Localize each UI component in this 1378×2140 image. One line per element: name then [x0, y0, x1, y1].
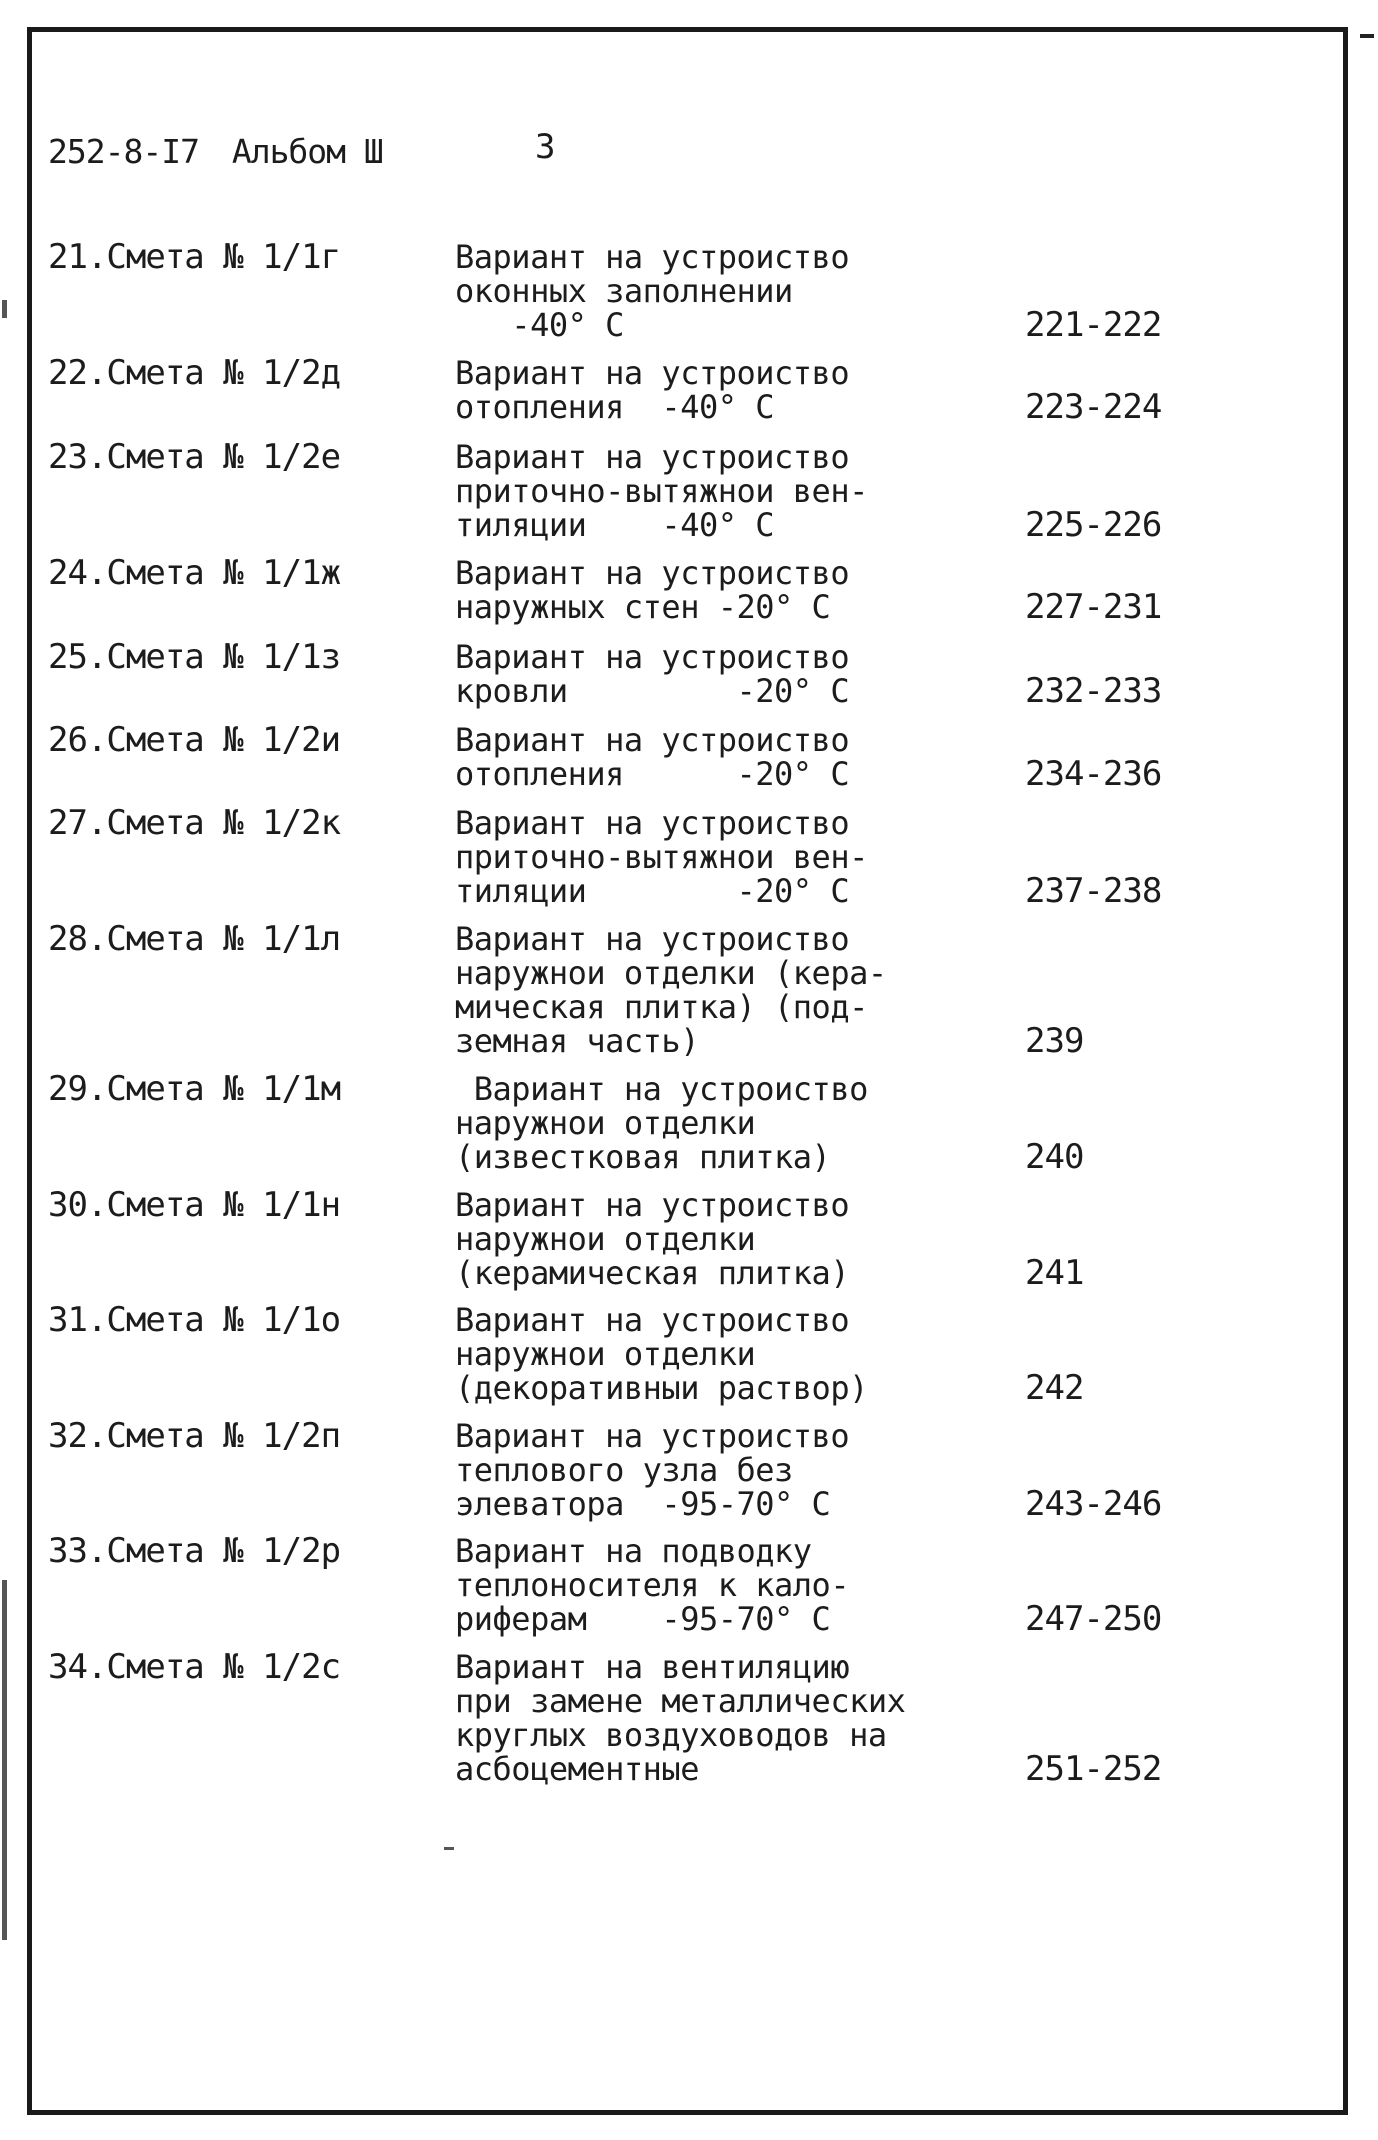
description-line: тиляции -40° С — [455, 506, 775, 544]
description-line: приточно-вытяжнои вен- — [455, 838, 868, 876]
description-line: наружнои отделки — [455, 1335, 756, 1373]
description-line: Вариант на устроиство — [455, 920, 850, 958]
description-line: (керамическая плитка) — [455, 1254, 850, 1292]
description-line: Вариант на устроиство — [455, 554, 850, 592]
album-label: Альбом Ш — [231, 132, 383, 171]
entry-pages: 221-222 — [1025, 305, 1162, 345]
entry-description — [455, 556, 975, 624]
description-line: кровли -20° С — [455, 672, 850, 710]
entry-description — [455, 922, 975, 1058]
entry-description — [455, 356, 975, 424]
description-line: риферам -95-70° С — [455, 1600, 831, 1638]
description-line: Вариант на устроиство — [455, 354, 850, 392]
description-line: (известковая плитка) — [455, 1138, 831, 1176]
entry-pages: 223-224 — [1025, 387, 1162, 427]
entry-pages: 240 — [1025, 1137, 1084, 1177]
description-line: теплоносителя к кало- — [455, 1566, 850, 1604]
entry-pages: 225-226 — [1025, 505, 1162, 545]
description-line: приточно-вытяжнои вен- — [455, 472, 868, 510]
description-line: Вариант на устроиство — [455, 1417, 850, 1455]
description-line: Вариант на устроиство — [455, 638, 850, 676]
description-line: Вариант на устроиство — [455, 438, 850, 476]
entry-description — [455, 240, 975, 342]
entry-number: 27.Смета № 1/2к — [48, 803, 341, 843]
entry-description — [455, 806, 975, 908]
dash-mark — [444, 1847, 454, 1850]
description-line: мическая плитка) (под- — [455, 988, 868, 1026]
description-line: круглых воздуховодов на — [455, 1716, 887, 1754]
description-line: наружнои отделки — [455, 1104, 756, 1142]
entry-number: 23.Смета № 1/2е — [48, 437, 341, 477]
description-line: теплового узла без — [455, 1451, 793, 1489]
description-line: Вариант на устроиство — [455, 1070, 868, 1108]
entry-number: 22.Смета № 1/2д — [48, 353, 341, 393]
description-line: Вариант на устроиство — [455, 1301, 850, 1339]
entry-pages: 239 — [1025, 1021, 1084, 1061]
description-line: наружных стен -20° С — [455, 588, 831, 626]
entry-pages: 251-252 — [1025, 1749, 1162, 1789]
description-line: отопления -40° С — [455, 388, 775, 426]
entry-description — [455, 1188, 975, 1290]
entry-pages: 242 — [1025, 1368, 1084, 1408]
entry-pages: 227-231 — [1025, 587, 1162, 627]
entry-description — [455, 1650, 975, 1786]
entry-number: 30.Смета № 1/1н — [48, 1185, 341, 1225]
description-line: (декоративныи раствор) — [455, 1369, 868, 1407]
entry-description — [455, 440, 975, 542]
entry-pages: 243-246 — [1025, 1484, 1162, 1524]
description-line: Вариант на устроиство — [455, 804, 850, 842]
description-line: Вариант на устроиство — [455, 1186, 850, 1224]
entry-number: 25.Смета № 1/1з — [48, 637, 341, 677]
entry-number: 34.Смета № 1/2с — [48, 1647, 341, 1687]
description-line: земная часть) — [455, 1022, 699, 1060]
entry-description — [455, 1419, 975, 1521]
description-line: оконных заполнении — [455, 272, 793, 310]
entry-pages: 234-236 — [1025, 754, 1162, 794]
entry-description — [455, 1534, 975, 1636]
entry-pages: 237-238 — [1025, 871, 1162, 911]
entry-number: 28.Смета № 1/1л — [48, 919, 341, 959]
description-line: при замене металлических — [455, 1682, 906, 1720]
entry-pages: 241 — [1025, 1253, 1084, 1293]
description-line: Вариант на подводку — [455, 1532, 812, 1570]
description-line: -40° С — [455, 306, 624, 344]
entry-pages: 232-233 — [1025, 671, 1162, 711]
page-number: 3 — [535, 127, 556, 167]
entry-number: 29.Смета № 1/1м — [48, 1069, 341, 1109]
entry-number: 24.Смета № 1/1ж — [48, 553, 341, 593]
description-line: Вариант на устроиство — [455, 238, 850, 276]
description-line: наружнои отделки (кера- — [455, 954, 887, 992]
description-line: Вариант на вентиляцию — [455, 1648, 850, 1686]
entry-number: 32.Смета № 1/2п — [48, 1416, 341, 1456]
entry-number: 31.Смета № 1/1о — [48, 1300, 341, 1340]
description-line: элеватора -95-70° С — [455, 1485, 831, 1523]
description-line: наружнои отделки — [455, 1220, 756, 1258]
description-line: тиляции -20° С — [455, 872, 850, 910]
entry-number: 21.Смета № 1/1г — [48, 237, 341, 277]
entry-number: 26.Смета № 1/2и — [48, 720, 341, 760]
entry-description — [455, 1072, 975, 1174]
description-line: отопления -20° С — [455, 755, 850, 793]
description-line: асбоцементные — [455, 1750, 699, 1788]
description-line: Вариант на устроиство — [455, 721, 850, 759]
document-code: 252-8-I7 — [48, 132, 199, 171]
entry-description — [455, 723, 975, 791]
entry-description — [455, 640, 975, 708]
entry-description — [455, 1303, 975, 1405]
entry-number: 33.Смета № 1/2р — [48, 1531, 341, 1571]
entry-pages: 247-250 — [1025, 1599, 1162, 1639]
